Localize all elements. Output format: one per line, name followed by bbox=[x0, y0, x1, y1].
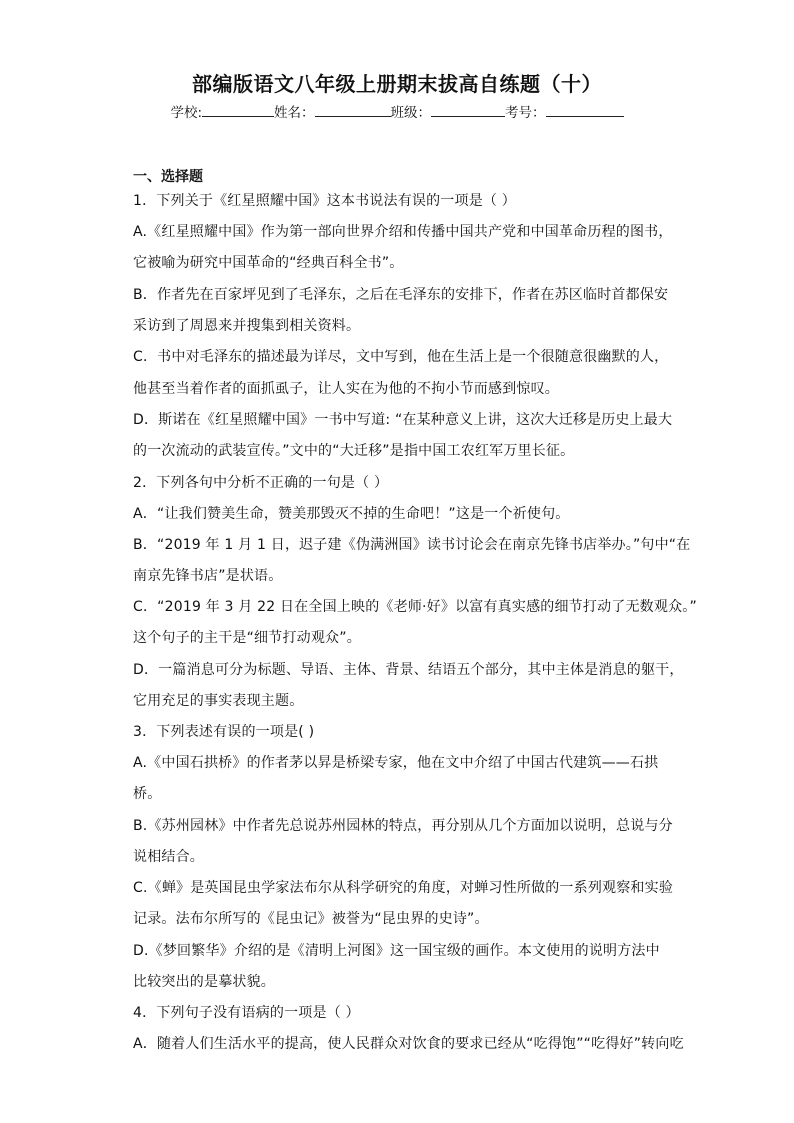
school-label: 学校: bbox=[170, 105, 203, 121]
text-line: 的一次流动的武装宣传。”文中的“大迁移”是指中国工农红军万里长征。 bbox=[133, 443, 575, 459]
number-label: 考号： bbox=[505, 105, 546, 121]
page-title: 部编版语文八年级上册期末拔高自练题（十） bbox=[192, 72, 602, 96]
text-line: 3．下列表述有误的一项是( ) bbox=[133, 724, 315, 740]
text-line: 它用充足的事实表现主题。 bbox=[133, 693, 304, 709]
text-line: 采访到了周恩来并搜集到相关资料。 bbox=[133, 318, 361, 334]
school-blank bbox=[202, 104, 274, 117]
class-blank bbox=[431, 104, 505, 117]
text-line: 4．下列句子没有语病的一项是（ ） bbox=[133, 1005, 360, 1021]
section-heading: 一、选择题 bbox=[133, 169, 203, 185]
text-line: 说相结合。 bbox=[133, 849, 204, 865]
text-line: A.《中国石拱桥》的作者茅以昇是桥梁专家，他在文中介绍了中国古代建筑——石拱 bbox=[133, 755, 659, 771]
name-label: 姓名： bbox=[274, 105, 315, 121]
text-line: C．“2019 年 3 月 22 日在全国上映的《老师·好》以富有真实感的细节打动了无数观众。” bbox=[133, 599, 697, 615]
text-line: 1．下列关于《红星照耀中国》这本书说法有误的一项是（ ） bbox=[133, 193, 516, 209]
name-blank bbox=[315, 104, 391, 117]
text-line: 这个句子的主干是“细节打动观众”。 bbox=[133, 630, 361, 646]
text-line: 比较突出的是摹状貌。 bbox=[133, 974, 275, 990]
text-line: B．“2019 年 1 月 1 日，迟子建《伪满洲国》读书讨论会在南京先锋书店举办。”句中“在 bbox=[133, 537, 691, 553]
text-line: A.《红星照耀中国》作为第一部向世界介绍和传播中国共产党和中国革命历程的图书， bbox=[133, 224, 673, 240]
text-line: 2．下列各句中分析不正确的一句是（ ） bbox=[133, 475, 389, 491]
text-line: 南京先锋书店”是状语。 bbox=[133, 568, 283, 584]
text-line: C.《蝉》是英国昆虫学家法布尔从科学研究的角度，对蝉习性所做的一系列观察和实验 bbox=[133, 880, 674, 896]
class-label: 班级： bbox=[390, 105, 432, 121]
text-line: D.《梦回繁华》介绍的是《清明上河图》这一国宝级的画作。本文使用的说明方法中 bbox=[133, 943, 660, 959]
text-line: B．作者先在百家坪见到了毛泽东，之后在毛泽东的安排下，作者在苏区临时首都保安 bbox=[133, 287, 669, 303]
text-line: C．书中对毛泽东的描述最为详尽，文中写到，他在生活上是一个很随意很幽默的人， bbox=[133, 349, 669, 365]
text-line: D．斯诺在《红星照耀中国》一书中写道: “在某种意义上讲，这次大迁移是历史上最大 bbox=[133, 412, 673, 428]
text-line: B.《苏州园林》中作者先总说苏州园林的特点，再分别从几个方面加以说明，总说与分 bbox=[133, 818, 673, 834]
text-line: A．“让我们赞美生命，赞美那毁灭不掉的生命吧！”这是一个祈使句。 bbox=[133, 506, 570, 522]
text-line: 它被喻为研究中国革命的“经典百科全书”。 bbox=[133, 255, 404, 271]
student-info-row bbox=[0, 101, 794, 121]
text-line: 他甚至当着作者的面抓虱子，让人实在为他的不拘小节而感到惊叹。 bbox=[133, 381, 559, 397]
text-line: 记录。法布尔所写的《昆虫记》被誉为“昆虫界的史诗”。 bbox=[133, 911, 489, 927]
text-line: 桥。 bbox=[133, 786, 162, 802]
text-line: D．一篇消息可分为标题、导语、主体、背景、结语五个部分，其中主体是消息的躯干， bbox=[133, 662, 684, 678]
number-blank bbox=[546, 104, 624, 117]
text-line: A．随着人们生活水平的提高，使人民群众对饮食的要求已经从“吃得饱”“吃得好”转向吃 bbox=[133, 1036, 684, 1052]
